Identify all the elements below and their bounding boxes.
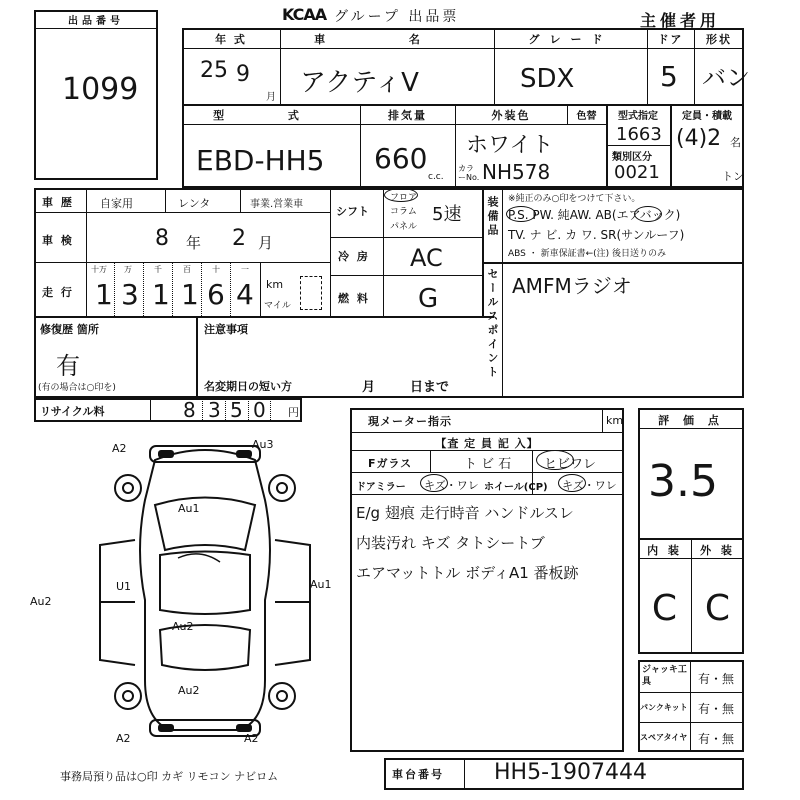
ac-label: 冷 房 bbox=[338, 250, 370, 263]
wheel-circle-mark bbox=[558, 474, 586, 492]
tool-repair-kit-value: 有・無 bbox=[698, 702, 735, 716]
remark-line-2: 内装汚れ キズ タトシートブ bbox=[356, 534, 545, 552]
mile-checkbox bbox=[300, 276, 322, 310]
grade-value: SDX bbox=[520, 64, 575, 94]
mark-roof-rear: Au2 bbox=[172, 620, 194, 633]
interior-label: 内 装 bbox=[647, 544, 682, 557]
mileage-unit-10: 十 bbox=[212, 265, 220, 274]
deadline-day-unit: 日まで bbox=[410, 380, 450, 395]
tool-jack-label: ジャッキ工具 bbox=[642, 665, 687, 687]
mileage-mile-unit: マイル bbox=[264, 301, 291, 311]
inspection-month-unit: 月 bbox=[258, 234, 274, 252]
chassis-label: 車台番号 bbox=[392, 768, 444, 781]
history-option-rental: レンタ bbox=[178, 197, 211, 210]
capacity-label: 定員・積載 bbox=[682, 111, 732, 122]
color-label: 外装色 bbox=[491, 109, 531, 122]
displacement-unit: c.c. bbox=[428, 172, 444, 182]
office-note: 事務局預り品は○印 カギ リモコン ナビロム bbox=[60, 770, 279, 783]
model-label: 型 式 bbox=[213, 109, 329, 122]
shift-circle-mark bbox=[384, 188, 418, 202]
shift-option-panel: パネル bbox=[390, 222, 418, 232]
car-name-value: アクティV bbox=[300, 68, 419, 98]
year-month-unit: 月 bbox=[266, 92, 276, 103]
lot-number-label: 出品番号 bbox=[68, 16, 124, 27]
deadline-month-unit: 月 bbox=[362, 380, 376, 395]
mileage-unit-100k: 十万 bbox=[91, 265, 107, 274]
type-code-label: 型式指定 bbox=[618, 111, 658, 122]
chassis-value: HH5-1907444 bbox=[494, 760, 648, 785]
ac-value: AC bbox=[410, 244, 443, 272]
mileage-label: 走 行 bbox=[42, 286, 74, 299]
mirror-options: キズ・ワレ bbox=[424, 479, 479, 492]
history-label: 車 歴 bbox=[42, 196, 74, 209]
shift-option-column: コラム bbox=[390, 207, 417, 217]
glass-crack-option: ヒビワレ bbox=[544, 457, 597, 472]
equipment-note: ※純正のみ○印をつけて下さい。 bbox=[508, 194, 641, 204]
color-value: ホワイト bbox=[466, 133, 554, 158]
wheel-options: キズ・ワレ bbox=[562, 479, 617, 492]
displacement-label: 排気量 bbox=[388, 109, 427, 122]
repair-note: (有の場合は○印を) bbox=[38, 383, 116, 393]
mirror-circle-mark bbox=[420, 474, 448, 492]
inspection-month: 2 bbox=[232, 226, 246, 251]
mark-rear: Au2 bbox=[178, 684, 200, 697]
interior-value: C bbox=[651, 588, 678, 629]
mark-left-side: Au2 bbox=[30, 595, 52, 608]
exterior-value: C bbox=[704, 588, 731, 629]
form-title: グループ 出品票 bbox=[334, 9, 460, 25]
sales-point-label: セールスポイント bbox=[486, 268, 499, 380]
mark-front-right: Au3 bbox=[252, 438, 274, 451]
mileage-unit-1: 一 bbox=[241, 265, 249, 274]
crack-circle-mark bbox=[536, 450, 574, 470]
fuel-label: 燃 料 bbox=[338, 292, 370, 305]
equipment-label: 装備品 bbox=[486, 196, 499, 238]
mileage-km-unit: km bbox=[266, 278, 284, 291]
class-value: 0021 bbox=[614, 162, 660, 183]
doors-value: 5 bbox=[660, 60, 678, 93]
inspection-year-unit: 年 bbox=[186, 234, 202, 252]
repair-label: 修復歴 箇所 bbox=[40, 323, 99, 336]
deadline-label: 名変期日の短い方 bbox=[204, 380, 292, 393]
tool-jack-value: 有・無 bbox=[698, 672, 735, 686]
grade-label: グレード bbox=[528, 33, 613, 46]
mark-left-door: U1 bbox=[116, 580, 132, 593]
inspector-header: 【査 定 員 記 入】 bbox=[435, 437, 539, 450]
mark-rear-right: A2 bbox=[244, 732, 259, 745]
mileage-digit-2: 3 bbox=[121, 278, 139, 311]
mileage-digit-6: 4 bbox=[236, 278, 254, 311]
recycle-label: リサイクル料 bbox=[40, 405, 105, 418]
mileage-unit-10k: 万 bbox=[124, 265, 132, 274]
history-option-business: 事業.営業車 bbox=[250, 199, 304, 210]
tool-repair-kit-label: パンクキット bbox=[640, 703, 688, 712]
year-label: 年 式 bbox=[215, 33, 247, 46]
name-label: 車 名 bbox=[314, 33, 460, 46]
recycle-digit-4: 0 bbox=[253, 398, 266, 422]
mark-rear-left: A2 bbox=[116, 732, 131, 745]
displacement-value: 660 bbox=[374, 142, 428, 175]
brand-logo: KCAA bbox=[282, 5, 327, 24]
remark-line-3: エアマットトル ボディA1 番板跡 bbox=[356, 564, 579, 582]
remark-line-1: E/g 翅痕 走行時音 ハンドルスレ bbox=[356, 504, 574, 522]
history-option-private: 自家用 bbox=[100, 197, 133, 210]
body-value: バン bbox=[702, 64, 750, 92]
equipment-line-1: P.S. PW. 純AW. AB(エアバック) bbox=[508, 208, 681, 222]
mirror-label: ドアミラー bbox=[356, 482, 406, 493]
sales-point-value: AMFMラジオ bbox=[512, 274, 632, 298]
color-no-value: NH578 bbox=[482, 160, 551, 184]
inspection-label: 車 検 bbox=[42, 234, 74, 247]
ab-circle-mark bbox=[634, 206, 662, 222]
mileage-digit-1: 1 bbox=[95, 278, 113, 311]
mileage-unit-1k: 千 bbox=[154, 265, 162, 274]
ps-circle-mark bbox=[506, 206, 536, 222]
car-diagram bbox=[30, 430, 350, 760]
fuel-value: G bbox=[418, 284, 439, 314]
score-value: 3.5 bbox=[648, 456, 718, 507]
capacity-unit-people: 名 bbox=[730, 136, 741, 149]
tool-spare-tire-value: 有・無 bbox=[698, 732, 735, 746]
recycle-digit-3: 5 bbox=[230, 398, 243, 422]
meter-unit: km bbox=[606, 414, 624, 427]
mileage-digit-4: 1 bbox=[181, 278, 199, 311]
shift-label: シフト bbox=[336, 205, 369, 218]
mark-hood: Au1 bbox=[178, 502, 200, 515]
repair-value: 有 bbox=[56, 352, 80, 380]
exterior-label: 外 装 bbox=[700, 544, 735, 557]
inspection-year: 8 bbox=[155, 226, 169, 251]
mileage-digit-3: 1 bbox=[152, 278, 170, 311]
color-change-label: 色替 bbox=[576, 111, 597, 122]
lot-number-value: 1099 bbox=[62, 72, 139, 107]
color-no-label: カラーNo. bbox=[458, 164, 480, 182]
score-label: 評 価 点 bbox=[658, 414, 724, 427]
mark-front-left: A2 bbox=[112, 442, 127, 455]
mark-right-side: Au1 bbox=[310, 578, 332, 591]
glass-label: Fガラス bbox=[368, 457, 413, 470]
tool-spare-tire-label: スペアタイヤ bbox=[640, 733, 688, 742]
year-value: 25 bbox=[200, 58, 228, 83]
equipment-line-2: TV. ナ ビ. カ ワ. SR(サンルーフ) bbox=[508, 228, 685, 242]
shift-value: 5速 bbox=[432, 204, 462, 225]
body-label: 形状 bbox=[706, 33, 732, 46]
type-code-value: 1663 bbox=[616, 124, 662, 145]
class-label: 類別区分 bbox=[612, 152, 652, 163]
capacity-unit-ton: トン bbox=[722, 170, 744, 183]
meter-label: 現メーター指示 bbox=[368, 415, 452, 428]
shift-option-floor: フロア bbox=[390, 193, 418, 203]
copy-type: 主催者用 bbox=[640, 11, 721, 30]
recycle-unit: 円 bbox=[288, 406, 299, 419]
glass-chip-option: ト ビ 石 bbox=[464, 457, 512, 472]
equipment-line-3: ABS ・ 新車保証書←(注) 後日送りのみ bbox=[508, 249, 667, 259]
recycle-digit-1: 8 bbox=[183, 398, 196, 422]
recycle-digit-2: 3 bbox=[208, 398, 221, 422]
mileage-digit-5: 6 bbox=[207, 278, 225, 311]
notes-label: 注意事項 bbox=[204, 323, 248, 336]
doors-label: ドア bbox=[657, 33, 684, 46]
capacity-value: (4)2 bbox=[676, 126, 722, 151]
year-month-value: 9 bbox=[236, 62, 250, 87]
wheel-label: ホイール(CP) bbox=[484, 482, 548, 493]
model-value: EBD-HH5 bbox=[196, 144, 325, 177]
mileage-unit-100: 百 bbox=[183, 265, 191, 274]
